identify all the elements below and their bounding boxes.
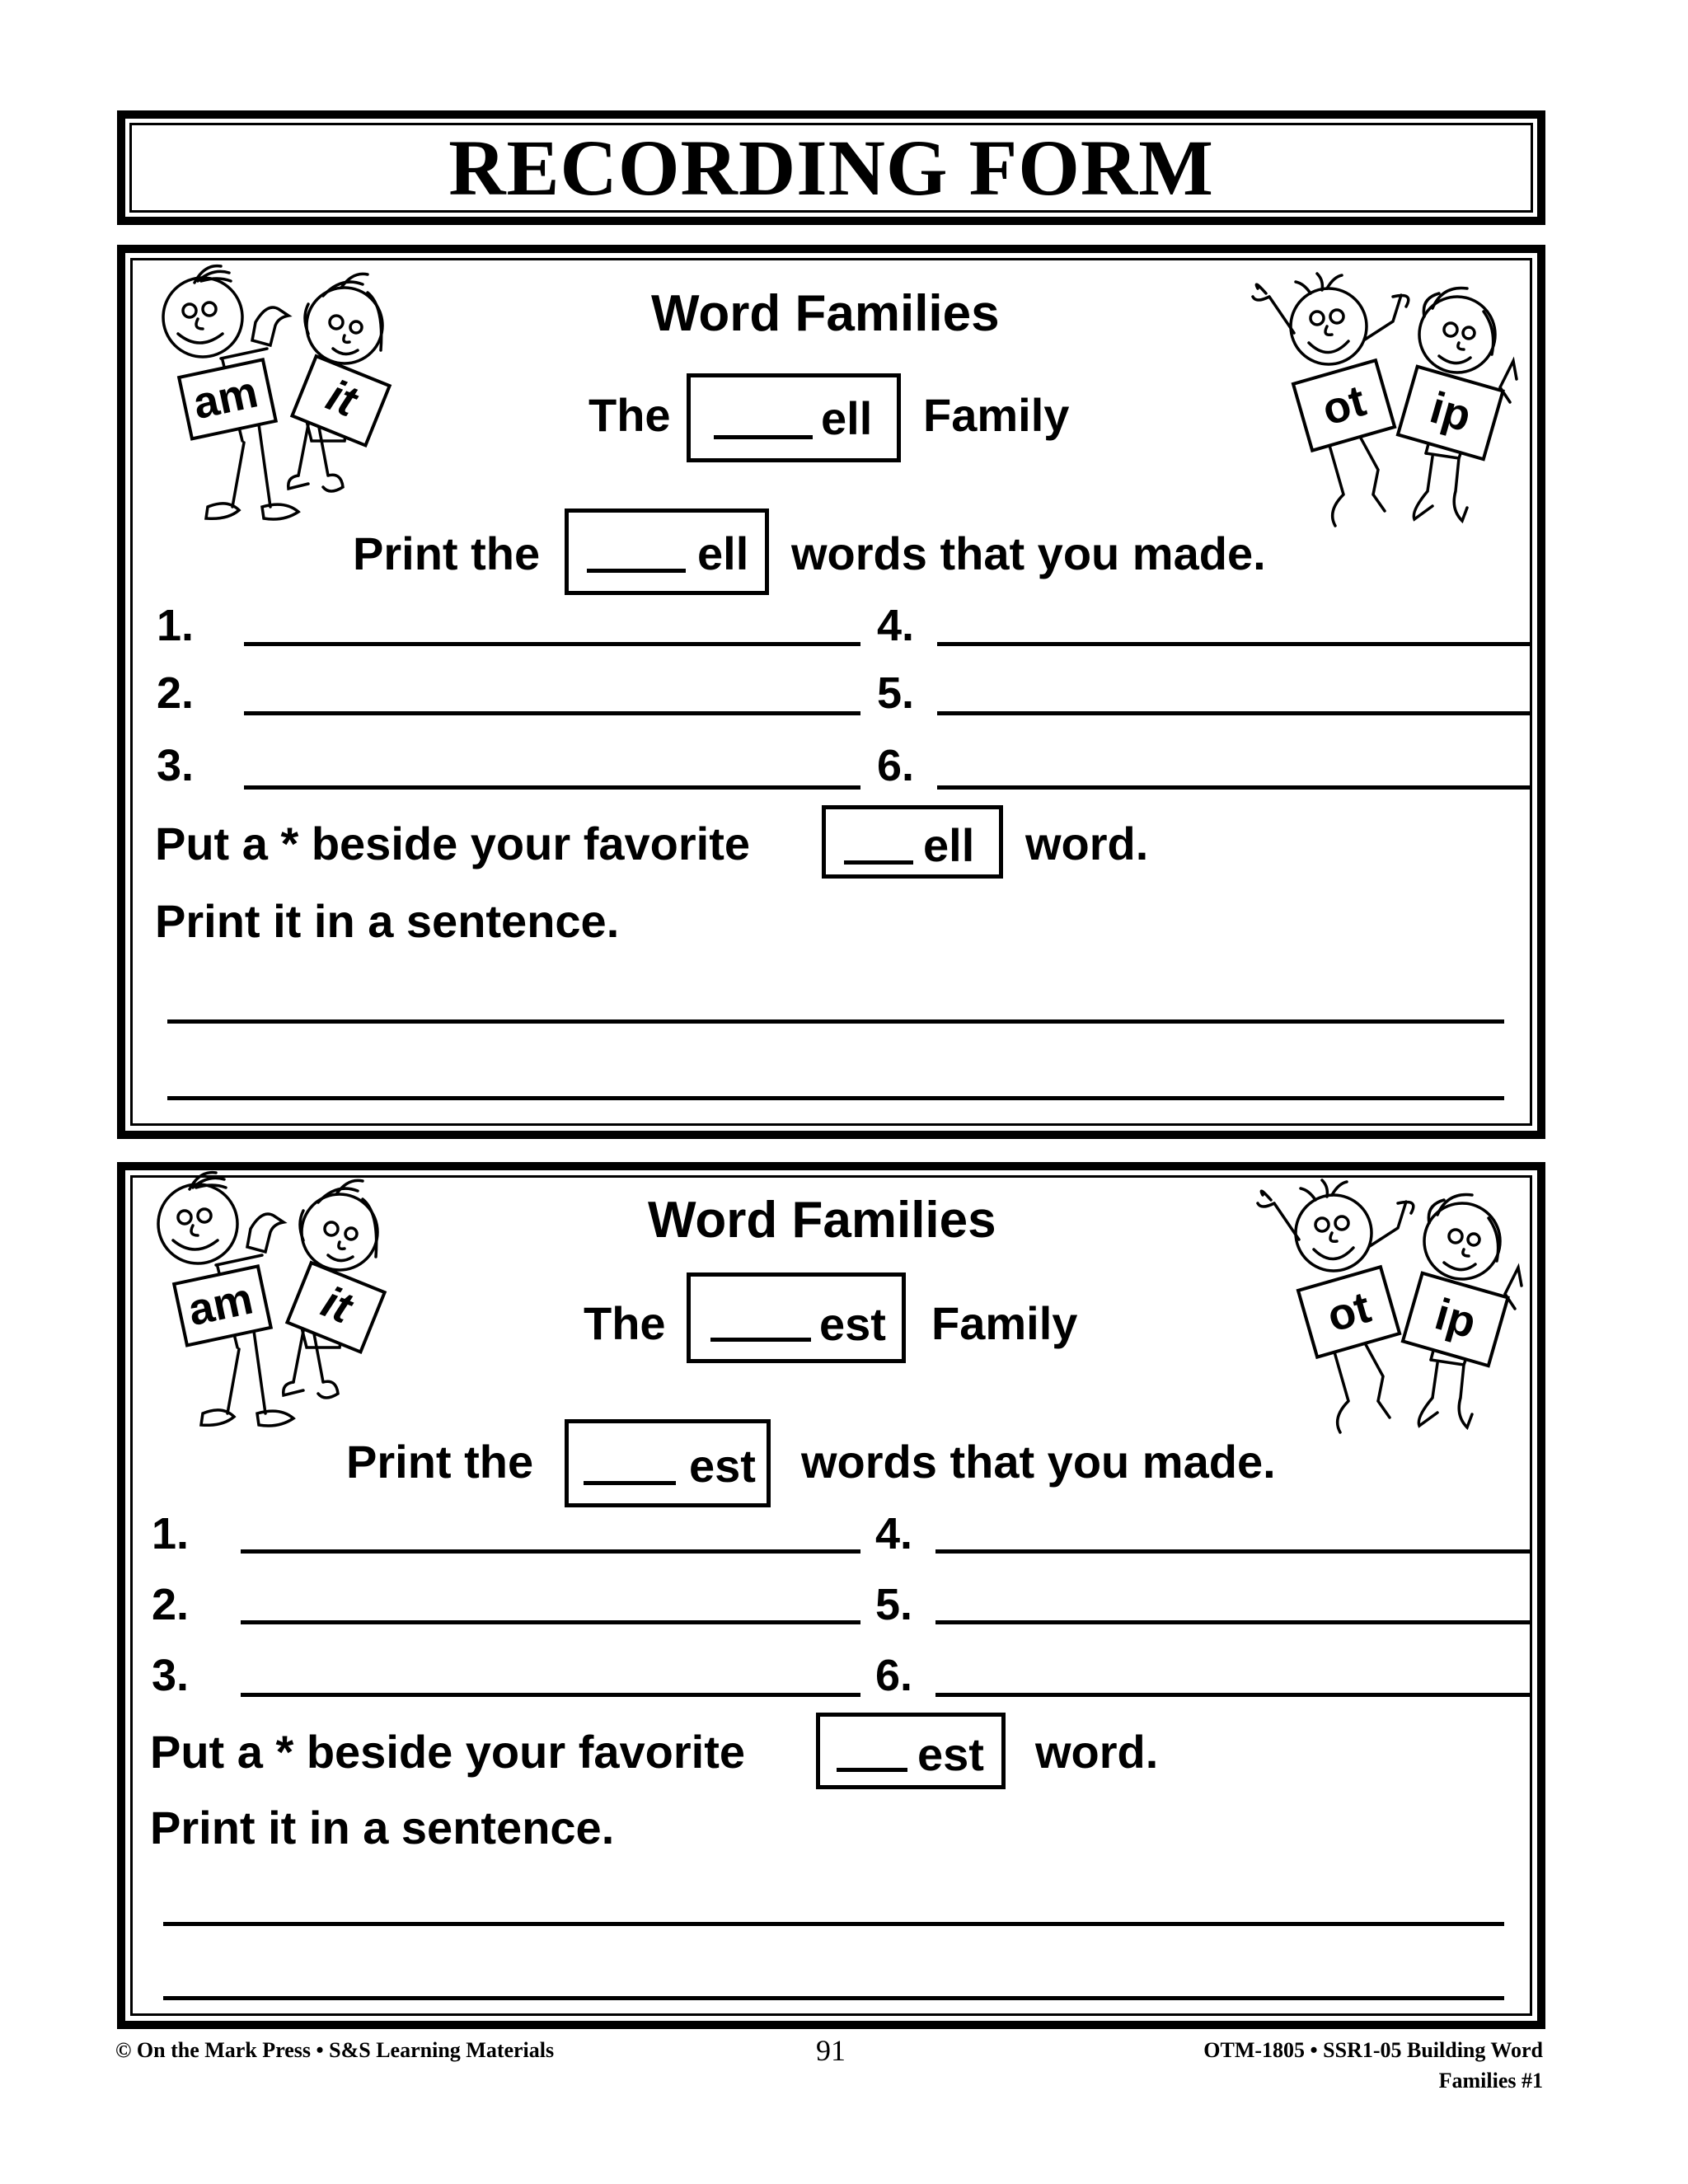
svg-text:am: am bbox=[184, 1273, 257, 1336]
sentence-line-1[interactable] bbox=[163, 1922, 1504, 1926]
footer-page-number: 91 bbox=[816, 2034, 846, 2067]
word-number-3: 3. bbox=[152, 1651, 190, 1700]
family-label: Family bbox=[931, 1297, 1078, 1349]
word-number-6: 6. bbox=[875, 1651, 913, 1700]
svg-text:ip: ip bbox=[1424, 382, 1477, 442]
print-prefix: Print the bbox=[346, 1436, 534, 1488]
footer-product-code: OTM-1805 • SSR1-05 Building Word bbox=[1203, 2038, 1543, 2062]
word-number-2: 2. bbox=[152, 1580, 190, 1629]
word-number-4: 4. bbox=[877, 601, 915, 650]
sentence-prompt: Print it in a sentence. bbox=[155, 895, 620, 947]
kids-holding-ot-ip-signs-illustration bbox=[1220, 264, 1533, 536]
kids-holding-am-it-signs-illustration bbox=[147, 260, 410, 532]
sentence-line-2[interactable] bbox=[163, 1996, 1504, 2000]
favorite-suffix: ell bbox=[923, 819, 975, 871]
print-instruction: words that you made. bbox=[801, 1436, 1276, 1488]
favorite-label: word. bbox=[1025, 818, 1149, 869]
card-content-est bbox=[0, 908, 1688, 2062]
word-number-6: 6. bbox=[877, 741, 915, 790]
blank-line bbox=[584, 1481, 676, 1485]
word-answer-line-3[interactable] bbox=[241, 1693, 860, 1697]
word-number-3: 3. bbox=[157, 741, 195, 790]
favorite-prefix: Put a * beside your favorite bbox=[150, 1726, 745, 1778]
blank-line bbox=[587, 569, 686, 573]
family-label: Family bbox=[923, 389, 1070, 441]
kids-holding-ot-ip-signs-illustration bbox=[1225, 1170, 1538, 1442]
blank-line bbox=[714, 435, 813, 439]
family-word-box bbox=[687, 373, 901, 462]
word-answer-line-6[interactable] bbox=[937, 785, 1530, 790]
sentence-prompt: Print it in a sentence. bbox=[150, 1802, 615, 1854]
family-suffix: est bbox=[819, 1298, 886, 1350]
print-word-box bbox=[565, 509, 769, 595]
favorite-prefix: Put a * beside your favorite bbox=[155, 818, 750, 869]
svg-text:am: am bbox=[189, 367, 262, 429]
word-number-1: 1. bbox=[152, 1509, 190, 1558]
word-number-5: 5. bbox=[877, 668, 915, 718]
word-number-2: 2. bbox=[157, 668, 195, 718]
svg-text:ip: ip bbox=[1429, 1289, 1482, 1348]
word-answer-line-5[interactable] bbox=[935, 1620, 1530, 1624]
print-suffix: ell bbox=[697, 527, 749, 579]
word-answer-line-2[interactable] bbox=[244, 711, 860, 715]
word-number-1: 1. bbox=[157, 601, 195, 650]
word-answer-line-2[interactable] bbox=[241, 1620, 860, 1624]
footer-product-title: Families #1 bbox=[1438, 2069, 1543, 2093]
kids-holding-am-it-signs-illustration bbox=[142, 1166, 406, 1438]
word-answer-line-4[interactable] bbox=[937, 642, 1530, 646]
svg-text:it: it bbox=[320, 370, 364, 427]
word-answer-line-3[interactable] bbox=[244, 785, 860, 790]
card-heading: Word Families bbox=[651, 285, 1000, 342]
card-heading: Word Families bbox=[648, 1192, 996, 1249]
print-prefix: Print the bbox=[353, 527, 541, 579]
word-answer-line-4[interactable] bbox=[935, 1549, 1530, 1554]
favorite-suffix: est bbox=[917, 1728, 984, 1780]
blank-line bbox=[837, 1768, 907, 1772]
word-answer-line-1[interactable] bbox=[241, 1549, 860, 1554]
family-prefix: The bbox=[588, 389, 671, 441]
print-instruction: words that you made. bbox=[791, 527, 1266, 579]
print-suffix: est bbox=[689, 1440, 756, 1492]
svg-text:it: it bbox=[315, 1277, 359, 1333]
favorite-word-box bbox=[816, 1713, 1006, 1789]
family-word-box bbox=[687, 1272, 906, 1363]
favorite-label: word. bbox=[1035, 1726, 1159, 1778]
svg-text:ot: ot bbox=[1321, 1282, 1376, 1342]
blank-line bbox=[844, 860, 913, 865]
family-prefix: The bbox=[584, 1297, 666, 1349]
favorite-word-box bbox=[822, 805, 1003, 879]
svg-text:ot: ot bbox=[1316, 376, 1372, 435]
word-answer-line-6[interactable] bbox=[935, 1693, 1530, 1697]
blank-line bbox=[710, 1338, 811, 1342]
footer-copyright: © On the Mark Press • S&S Learning Materials bbox=[115, 2038, 555, 2062]
page-title: RECORDING FORM bbox=[448, 123, 1214, 212]
word-number-4: 4. bbox=[875, 1509, 913, 1558]
word-answer-line-5[interactable] bbox=[937, 711, 1530, 715]
family-suffix: ell bbox=[821, 392, 873, 444]
print-word-box bbox=[565, 1419, 771, 1507]
word-answer-line-1[interactable] bbox=[244, 642, 860, 646]
word-number-5: 5. bbox=[875, 1580, 913, 1629]
